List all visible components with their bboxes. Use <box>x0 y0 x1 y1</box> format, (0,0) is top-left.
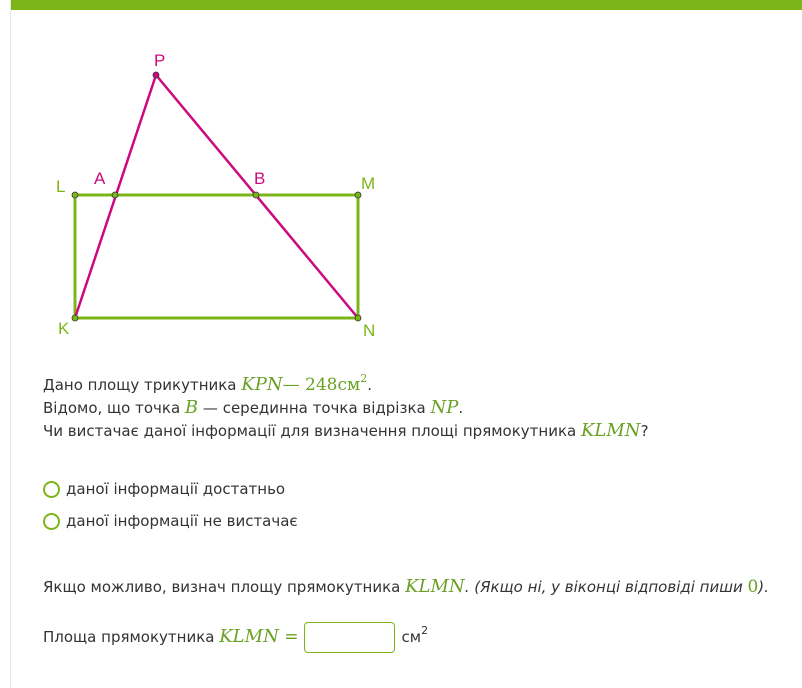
rectangle-name: KLMN <box>219 626 279 647</box>
label-b: B <box>254 169 266 188</box>
option-label: даної інформації не вистачає <box>66 512 298 530</box>
question-line-1 <box>43 374 372 398</box>
task-note-end: ). <box>758 578 769 596</box>
point-b <box>253 192 259 198</box>
radio-button[interactable] <box>43 513 60 530</box>
question-text: Відомо, що точка <box>43 399 185 417</box>
rectangle-klmn <box>75 195 358 318</box>
label-l: L <box>56 177 66 196</box>
label-k: K <box>58 319 70 338</box>
question-text: Дано площу трикутника <box>43 376 242 394</box>
label-n: N <box>363 321 376 340</box>
question-line-3 <box>43 420 649 442</box>
point-p <box>153 72 159 78</box>
rectangle-name: KLMN <box>405 576 465 597</box>
question-text: Чи вистачає даної інформації для визначення площі прямокутника <box>43 422 581 440</box>
label-p: P <box>154 51 166 70</box>
rectangle-name: KLMN <box>580 420 641 441</box>
task-note: . (Якщо ні, у віконці відповіді пиши <box>464 578 748 596</box>
answer-unit: см <box>401 628 422 646</box>
point-n <box>355 315 361 321</box>
equals-sign: = <box>278 627 299 647</box>
question-text: — серединна точка відрізка <box>198 399 431 417</box>
point-l <box>72 192 78 198</box>
label-m: M <box>361 174 376 193</box>
area-unit: см <box>337 375 361 395</box>
point-name: B <box>184 397 199 418</box>
punctuation: ? <box>640 422 649 440</box>
geometry-figure <box>0 0 420 350</box>
task-text: Якщо можливо, визнач площу прямокутника <box>43 578 406 596</box>
triangle-name: KPN <box>241 374 283 395</box>
option-label: даної інформації достатньо <box>66 480 286 498</box>
punctuation: . <box>458 399 464 417</box>
answer-row <box>43 620 428 656</box>
label-a: A <box>94 169 106 188</box>
option-insufficient[interactable] <box>43 512 298 530</box>
task-instruction <box>43 576 769 598</box>
answer-label: Площа прямокутника <box>43 628 220 646</box>
area-exponent: 2 <box>360 372 368 385</box>
question-line-2 <box>43 397 463 419</box>
point-k <box>72 315 78 321</box>
option-sufficient[interactable] <box>43 480 285 498</box>
punctuation: . <box>367 376 372 394</box>
zero-value: 0 <box>747 577 759 597</box>
area-answer-input[interactable] <box>304 622 395 653</box>
point-a <box>112 192 118 198</box>
radio-button[interactable] <box>43 481 60 498</box>
segment-name: NP <box>430 397 459 418</box>
area-value: — 248 <box>282 375 338 395</box>
answer-unit-exponent: 2 <box>421 624 429 637</box>
